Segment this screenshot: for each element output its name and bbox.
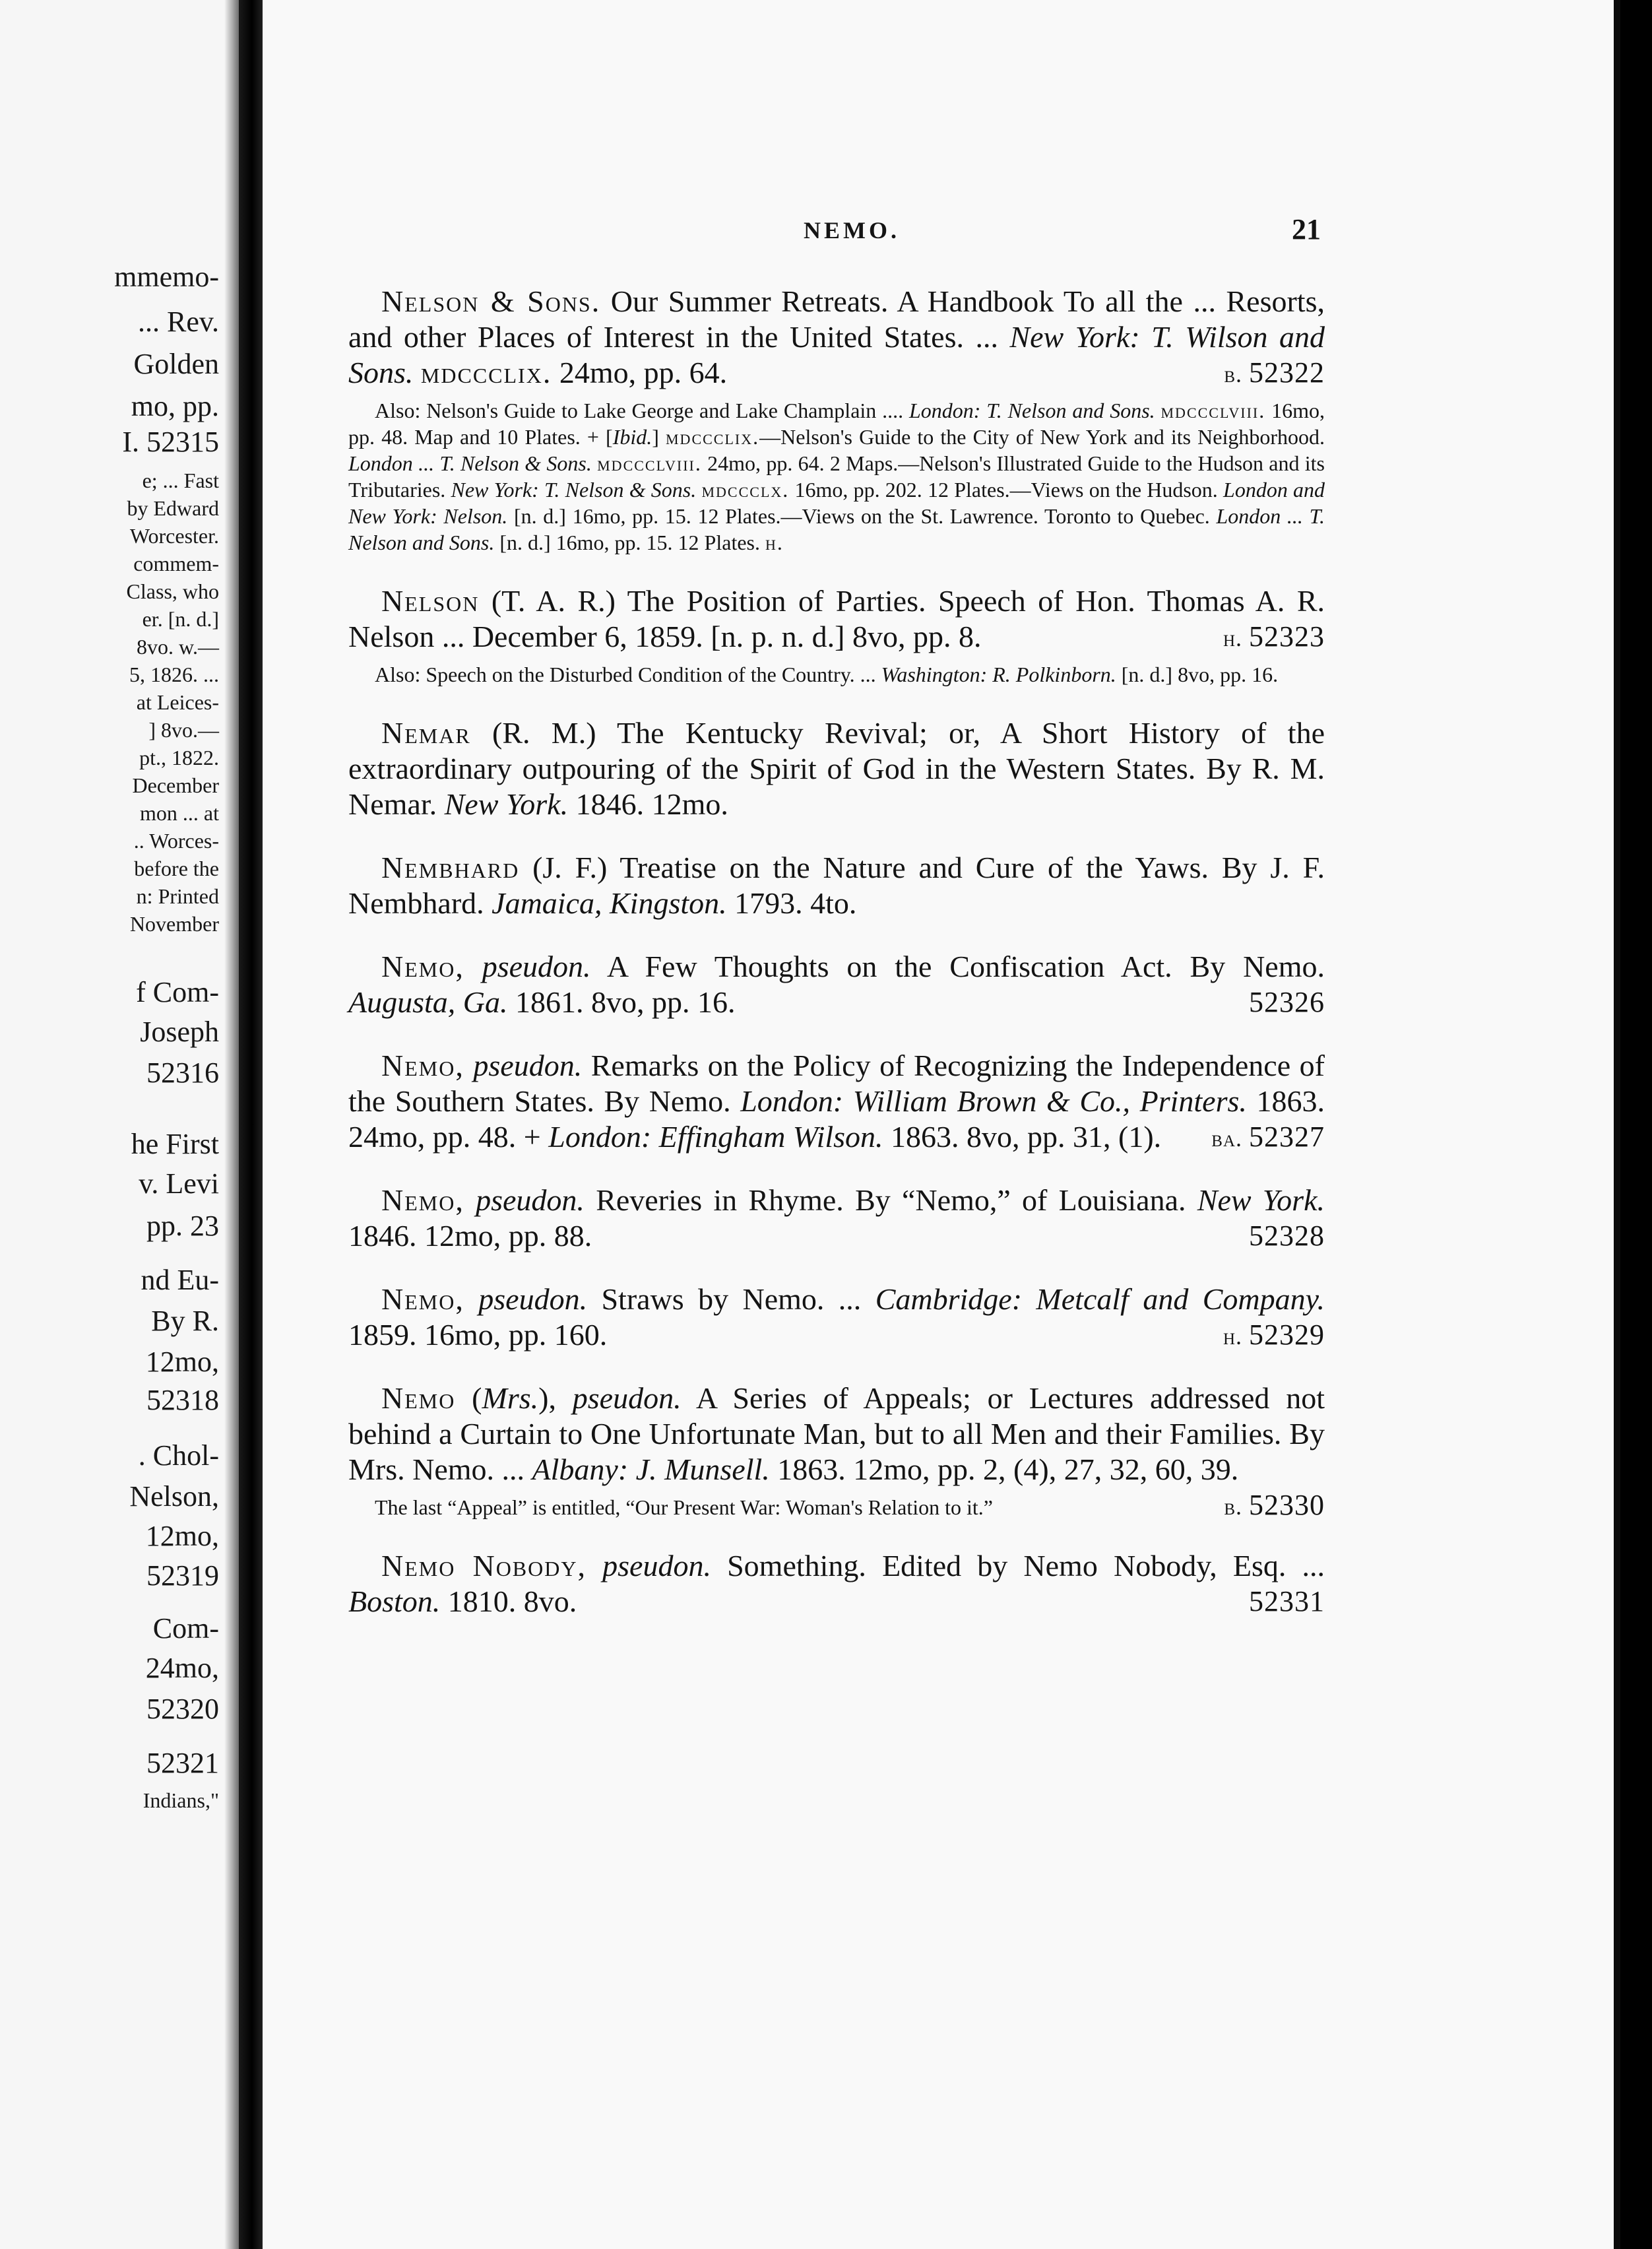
entry-number [1216, 985, 1325, 1020]
entry-text [348, 715, 1325, 822]
text-run: 1863. 24mo, pp. 48. + [348, 1084, 1325, 1154]
previous-page-line: Worcester. [129, 524, 219, 548]
small-caps-text: Nemo, [381, 1183, 464, 1217]
previous-page-line: commem- [133, 552, 219, 575]
italic-text: Cambridge: Metcalf and Company. [875, 1282, 1325, 1316]
italic-text: Boston. [348, 1584, 441, 1618]
previous-page-line: mon ... at [140, 801, 219, 825]
previous-page-line: mmemo- [114, 261, 219, 293]
italic-text: London: Effingham Wilson. [548, 1120, 883, 1154]
small-caps-text: mdccclix. [666, 425, 760, 449]
entry-note [348, 1494, 1325, 1520]
book-fold [239, 0, 263, 2249]
previous-page-line: 52320 [146, 1693, 219, 1725]
text-run: 24mo, pp. 64. 2 Maps.—Nelson's Illustrated Guide to the Hudson and its Tributaries. [348, 451, 1325, 502]
text-run: 1846. 12mo. [568, 787, 728, 821]
previous-page-line: Joseph [140, 1016, 219, 1048]
entry-number-value: 52330 [1249, 1489, 1325, 1521]
text-run [1155, 399, 1161, 422]
small-caps-text: mdccclviii. [1160, 399, 1266, 422]
previous-page-line: pp. 23 [146, 1210, 219, 1242]
previous-page-line: 12mo, [145, 1346, 219, 1378]
previous-page-line: November [129, 912, 219, 936]
previous-page-line: 52318 [146, 1384, 219, 1416]
text-run [464, 1183, 476, 1217]
bibliography-entry [348, 1282, 1325, 1353]
italic-text: pseudon. [482, 950, 591, 983]
small-caps-text: Nemo Nobody, [381, 1549, 587, 1582]
text-run [464, 1282, 478, 1316]
previous-page-line: 24mo, [145, 1652, 219, 1684]
text-run: A Series of Appeals; or Lectures addressed not behind a Curtain to One Unfortunate Man, but to all Men and their Families. By Mrs. Nemo. ... [348, 1381, 1325, 1486]
text-run: (R. M.) The Kentucky Revival; or, A Short History of the extraordinary outpouring of the Spirit of God in the Western States. By R. M. Nemar. [348, 716, 1325, 821]
previous-page-line: I. 52315 [122, 426, 219, 458]
text-run: —Nelson's Guide to the City of New York and its Neighborhood. [759, 425, 1325, 449]
small-caps-text: Nemar [381, 716, 471, 750]
previous-page-line: ] 8vo.— [148, 718, 219, 742]
text-run: ), [538, 1381, 573, 1415]
text-run: 1846. 12mo, pp. 88. [348, 1219, 592, 1253]
entry-text [348, 1048, 1325, 1155]
entry-text [348, 1183, 1325, 1254]
entry-number-value: 52328 [1249, 1220, 1325, 1252]
small-caps-text: Nembhard [381, 851, 520, 884]
previous-page-line: f Com- [136, 976, 219, 1008]
previous-page-line: 8vo. w.— [136, 635, 219, 659]
previous-page-line: Indians," [143, 1788, 219, 1812]
text-run: Straws by Nemo. ... [587, 1282, 875, 1316]
italic-text: Washington: R. Polkinborn. [881, 663, 1116, 686]
text-run: The last “Appeal” is entitled, “Our Present War: Woman's Relation to it.” [375, 1495, 993, 1519]
small-caps-text: Nelson & Sons. [381, 284, 601, 318]
page-edge [1614, 0, 1620, 2249]
text-run: 1863. 8vo, pp. 31, (1). [883, 1120, 1162, 1154]
italic-text: London: William Brown & Co., Printers. [740, 1084, 1247, 1118]
text-run: Also: Nelson's Guide to Lake George and Lake Champlain .... [375, 399, 909, 422]
small-caps-text: Nemo [381, 1381, 456, 1415]
italic-text: pseudon. [476, 1183, 585, 1217]
previous-page-line: he First [131, 1128, 219, 1160]
entry-note [348, 661, 1325, 688]
italic-text: London: T. Nelson and Sons. [909, 399, 1155, 422]
previous-page-line: 52319 [146, 1559, 219, 1592]
text-run: ] [652, 425, 666, 449]
italic-text: Augusta, Ga. [348, 985, 508, 1019]
text-run: Reveries in Rhyme. By “Nemo,” of Louisiana. [584, 1183, 1197, 1217]
previous-page-line: December [132, 773, 219, 797]
text-run: [n. d.] 16mo, pp. 15. 12 Plates.—Views on the St. Lawrence. Toronto to Quebec. [507, 504, 1217, 528]
entry-text [348, 1282, 1325, 1353]
text-run: Remarks on the Policy of Recognizing the Independence of the Southern States. By Nemo. [348, 1049, 1325, 1118]
library-code: h. [1223, 1323, 1242, 1350]
entry-number [1190, 619, 1325, 656]
entry-text [348, 949, 1325, 1020]
bibliography-entry [348, 850, 1325, 921]
italic-text: pseudon. [602, 1549, 711, 1582]
entry-number-value: 52327 [1249, 1121, 1325, 1153]
entry-text [348, 583, 1325, 655]
previous-page-line: 52321 [146, 1747, 219, 1779]
italic-text: New York: T. Wilson and Sons. [348, 320, 1325, 389]
previous-page-line: Nelson, [129, 1480, 219, 1513]
text-run: 1863. 12mo, pp. 2, (4), 27, 32, 60, 39. [769, 1452, 1239, 1486]
previous-page-line: pt., 1822. [139, 746, 219, 769]
text-run: 16mo, pp. 48. Map and 10 Plates. + [ [348, 399, 1325, 449]
entry-number [1178, 1119, 1325, 1156]
italic-text: New York. [444, 787, 569, 821]
italic-text: pseudon. [473, 1049, 583, 1082]
text-run: (J. F.) Treatise on the Nature and Cure of the Yaws. By J. F. Nembhard. [348, 851, 1325, 920]
bibliography-entries [348, 284, 1325, 1647]
text-run: [n. d.] 16mo, pp. 15. 12 Plates. [494, 531, 765, 554]
book-page [263, 0, 1615, 2249]
page-number: 21 [1292, 213, 1321, 245]
library-code: ba. [1211, 1125, 1242, 1152]
library-code: h. [1223, 625, 1242, 651]
library-code: b. [1224, 1493, 1242, 1520]
previous-page-line: Golden [133, 348, 219, 380]
entry-text [348, 284, 1325, 391]
previous-page-line: .. Worces- [133, 829, 219, 853]
entry-number-value: 52323 [1249, 620, 1325, 653]
small-caps-text: h. [765, 531, 784, 554]
text-run [592, 451, 597, 475]
bibliography-entry [348, 949, 1325, 1020]
text-run [464, 950, 482, 983]
text-run [413, 356, 421, 389]
italic-text: New York. [1197, 1183, 1325, 1217]
italic-text: New York: T. Nelson & Sons. [451, 478, 697, 502]
text-run: [n. d.] 8vo, pp. 16. [1116, 663, 1279, 686]
italic-text: Ibid. [612, 425, 652, 449]
small-caps-text: mdccclviii. [597, 451, 702, 475]
library-code: b. [1224, 361, 1242, 387]
entry-number [1191, 355, 1325, 392]
text-run: 1859. 16mo, pp. 160. [348, 1318, 608, 1352]
previous-page-line: 52316 [146, 1057, 219, 1089]
small-caps-text: Nelson [381, 584, 480, 618]
entry-note [348, 397, 1325, 556]
text-run: Something. Edited by Nemo Nobody, Esq. ... [711, 1549, 1325, 1582]
text-run: ( [455, 1381, 482, 1415]
italic-text: London ... T. Nelson & Sons. [348, 451, 592, 475]
small-caps-text: mdccclix. [420, 356, 552, 389]
italic-text: London and New York: Nelson. [348, 478, 1325, 528]
previous-page-line: v. Levi [139, 1167, 219, 1200]
italic-text: London ... T. Nelson and Sons. [348, 504, 1325, 554]
bibliography-entry [348, 1381, 1325, 1520]
entry-number-value: 52326 [1249, 986, 1325, 1018]
bibliography-entry [348, 583, 1325, 688]
previous-page-line: 5, 1826. ... [129, 663, 219, 686]
text-run: 1810. 8vo. [440, 1584, 577, 1618]
text-run: Our Summer Retreats. A Handbook To all the ... Resorts, and other Places of Interest in the United States. ... [348, 284, 1325, 354]
italic-text: Jamaica, Kingston. [492, 886, 727, 920]
bibliography-entry [348, 284, 1325, 556]
previous-page-line: Com- [152, 1612, 219, 1645]
previous-page-line: before the [134, 857, 219, 880]
gutter-shadow [224, 0, 239, 2249]
entry-number [1216, 1218, 1325, 1254]
small-caps-text: Nemo, [381, 950, 464, 983]
bibliography-entry [348, 715, 1325, 822]
previous-page-line: at Leices- [136, 690, 219, 714]
text-run [587, 1549, 602, 1582]
bibliography-entry [348, 1183, 1325, 1254]
previous-page-line: by Edward [127, 496, 219, 520]
previous-page-line: er. [n. d.] [142, 607, 219, 631]
entry-number-value: 52329 [1249, 1319, 1325, 1351]
text-run: Also: Speech on the Disturbed Condition of the Country. ... [375, 663, 881, 686]
small-caps-text: Nemo, [381, 1282, 464, 1316]
text-run: (T. A. R.) The Position of Parties. Speech of Hon. Thomas A. R. Nelson ... December 6, 1859. [n. p. n. d.] 8vo, pp. 8. [348, 584, 1325, 653]
entry-number [1190, 1317, 1325, 1354]
previous-page-line: Class, who [126, 579, 219, 603]
bibliography-entry [348, 1048, 1325, 1155]
running-head: NEMO. [804, 217, 900, 244]
text-run: 24mo, pp. 64. [552, 356, 728, 389]
previous-page-line: nd Eu- [141, 1264, 219, 1296]
small-caps-text: Nemo, [381, 1049, 464, 1082]
previous-page-line: 12mo, [145, 1520, 219, 1552]
previous-page-line: mo, pp. [131, 390, 219, 422]
italic-text: Mrs. [482, 1381, 539, 1415]
italic-text: pseudon. [478, 1282, 588, 1316]
entry-number [1191, 1487, 1325, 1524]
previous-page-line: e; ... Fast [142, 469, 219, 492]
bibliography-entry [348, 1548, 1325, 1619]
text-run: 1861. 8vo, pp. 16. [507, 985, 736, 1019]
previous-page-edge [0, 0, 239, 2249]
entry-text [348, 850, 1325, 921]
previous-page-line: n: Printed [136, 884, 219, 908]
italic-text: Albany: J. Munsell. [532, 1452, 770, 1486]
previous-page-line: ... Rev. [137, 306, 219, 338]
text-run: 1793. 4to. [726, 886, 857, 920]
entry-number-value: 52331 [1249, 1585, 1325, 1617]
text-run: A Few Thoughts on the Confiscation Act. By Nemo. [590, 950, 1325, 983]
small-caps-text: mdccclx. [701, 478, 790, 502]
entry-number-value: 52322 [1249, 356, 1325, 389]
italic-text: pseudon. [572, 1381, 682, 1415]
entry-number [1216, 1584, 1325, 1619]
entry-text [348, 1548, 1325, 1619]
previous-page-line: By R. [151, 1305, 219, 1337]
text-run: 16mo, pp. 202. 12 Plates.—Views on the Hudson. [789, 478, 1224, 502]
previous-page-line: . Chol- [138, 1439, 219, 1472]
text-run [464, 1049, 474, 1082]
